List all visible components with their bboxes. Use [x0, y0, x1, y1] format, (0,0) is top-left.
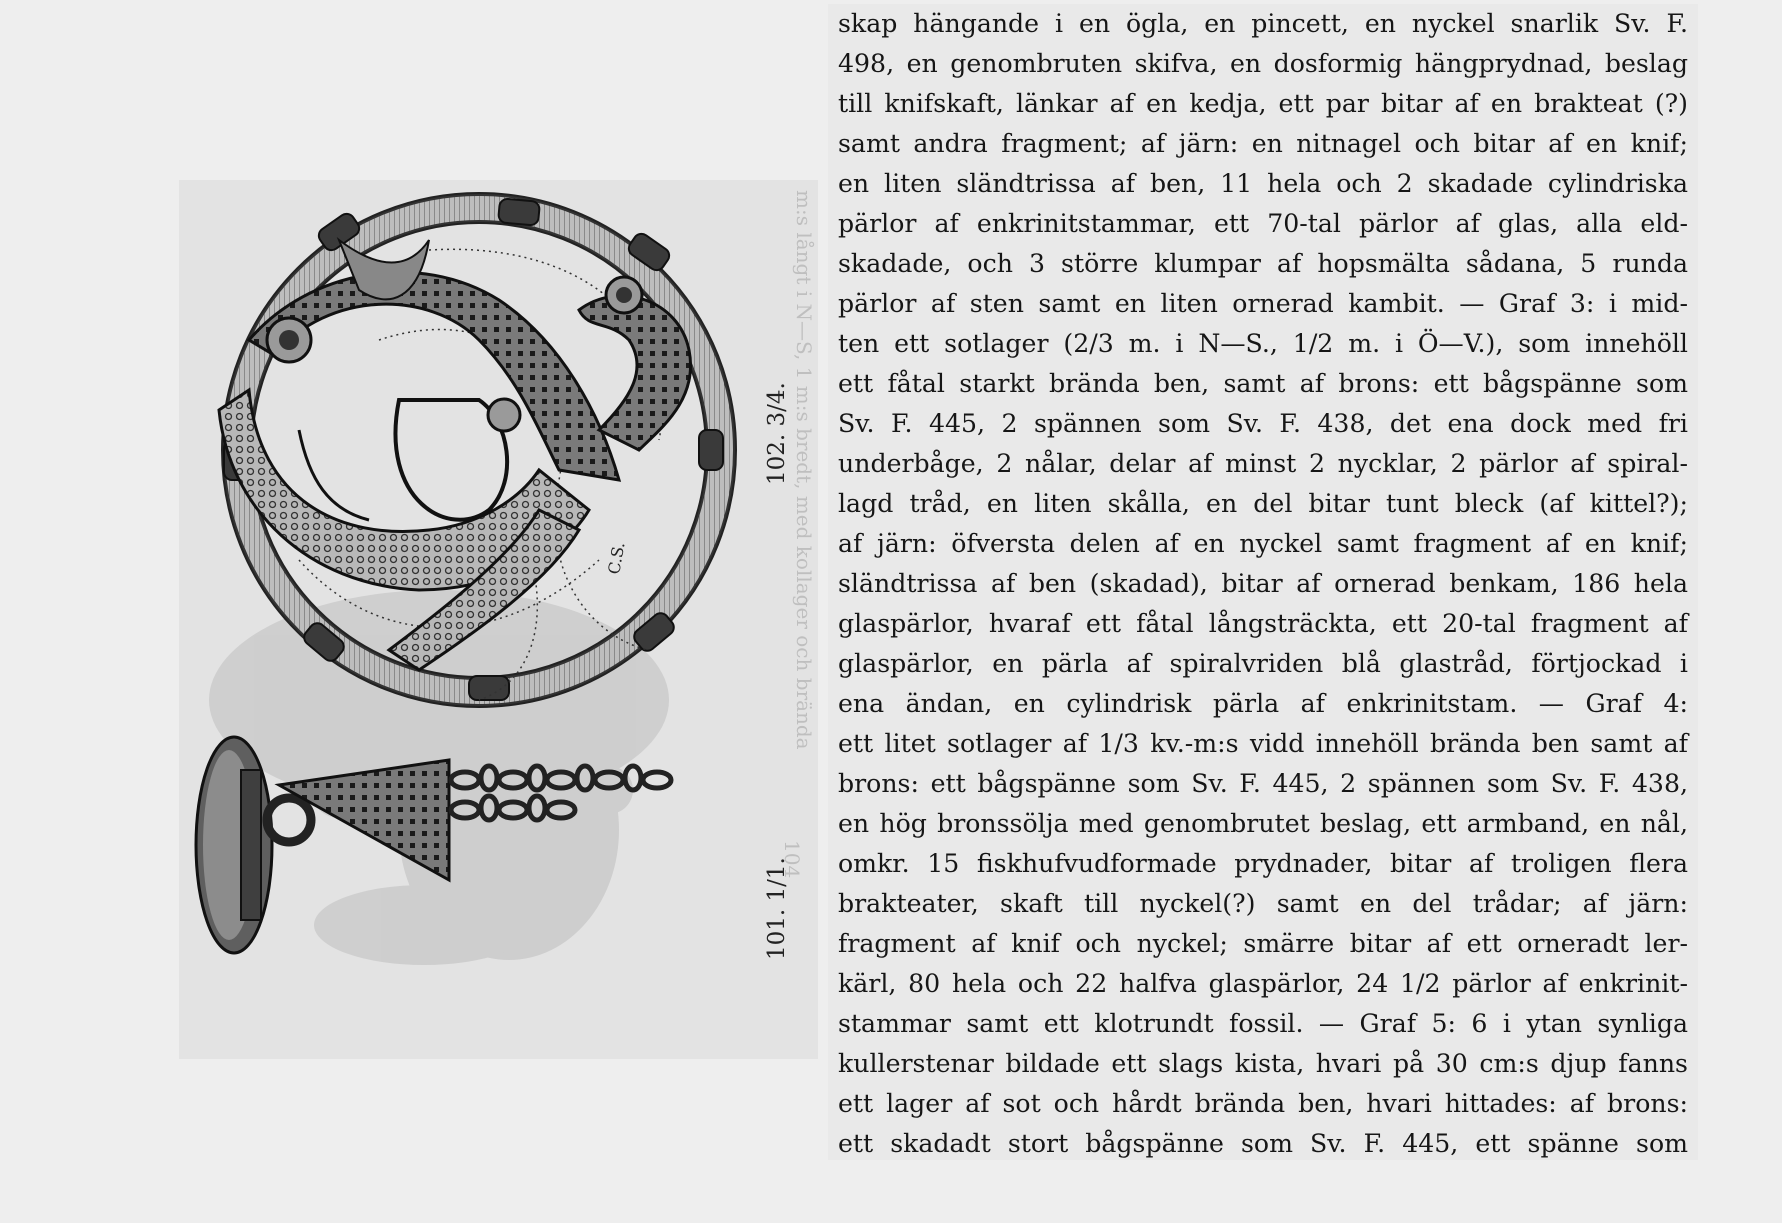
text-line: brakteater, skaft till nyckel(?) samt en del trådar; af järn: — [838, 889, 1688, 918]
figure-102-caption: 102. 3/4. — [764, 382, 790, 485]
openwork-disc-figure-102 — [219, 193, 736, 707]
body-text-block — [828, 4, 1698, 1160]
text-line: skap hängande i en ögla, en pincett, en nyckel snarlik Sv. F. — [838, 9, 1688, 38]
text-line: ena ändan, en cylindrisk pärla af enkrinitstam. — Graf 4: — [838, 689, 1688, 718]
text-line: kullerstenar bildade ett slags kista, hvari på 30 cm:s djup fanns — [838, 1049, 1688, 1078]
text-line: en hög bronssölja med genombrutet beslag, ett armband, en nål, — [838, 809, 1688, 838]
text-line: skadade, och 3 större klumpar af hopsmälta sådana, 5 runda — [838, 249, 1688, 278]
text-line: 498, en genombruten skifva, en dosformig hängprydnad, beslag — [838, 49, 1688, 78]
show-through-text: m:s långt i N—S, 1 m:s bredt, med kollager och brända — [792, 190, 816, 750]
illustration-plate — [179, 180, 818, 1059]
text-line: af järn: öfversta delen af en nyckel samt fragment af en knif; — [838, 529, 1688, 558]
bronze-objects-illustration — [179, 180, 818, 1059]
show-through-page-number: 104 — [780, 840, 804, 879]
text-line: fragment af knif och nyckel; smärre bitar af ett orneradt ler- — [838, 929, 1688, 958]
text-line: sländtrissa af ben (skadad), bitar af ornerad benkam, 186 hela — [838, 569, 1688, 598]
text-line: pärlor af sten samt en liten ornerad kambit. — Graf 3: i mid- — [838, 289, 1688, 318]
text-line: glaspärlor, en pärla af spiralvriden blå glastråd, förtjockad i — [838, 649, 1688, 678]
text-line: Sv. F. 445, 2 spännen som Sv. F. 438, det ena dock med fri — [838, 409, 1688, 438]
text-line: ett lager af sot och hårdt brända ben, hvari hittades: af brons: — [838, 1089, 1688, 1118]
text-line: pärlor af enkrinitstammar, ett 70-tal pärlor af glas, alla eld- — [838, 209, 1688, 238]
signature-label: C.S. — [604, 540, 629, 576]
text-line: lagd tråd, en liten skålla, en del bitar tunt bleck (af kittel?); — [838, 489, 1688, 518]
text-line: en liten sländtrissa af ben, 11 hela och 2 skadade cylindriska — [838, 169, 1688, 198]
figure-101-caption: 101. 1/1. — [764, 857, 790, 960]
text-line: underbåge, 2 nålar, delar af minst 2 nycklar, 2 pärlor af spiral- — [838, 449, 1688, 478]
text-line: till knifskaft, länkar af en kedja, ett par bitar af en brakteat (?) — [838, 89, 1688, 118]
text-line: samt andra fragment; af järn: en nitnagel och bitar af en knif; — [838, 129, 1688, 158]
text-line: ett skadadt stort bågspänne som Sv. F. 445, ett spänne som — [838, 1129, 1688, 1158]
text-line: ten ett sotlager (2/3 m. i N—S., 1/2 m. i Ö—V.), som innehöll — [838, 329, 1688, 358]
text-line: brons: ett bågspänne som Sv. F. 445, 2 spännen som Sv. F. 438, — [838, 769, 1688, 798]
text-line: omkr. 15 fiskhufvudformade prydnader, bitar af troligen flera — [838, 849, 1688, 878]
text-line: kärl, 80 hela och 22 halfva glaspärlor, 24 1/2 pärlor af enkrinit- — [838, 969, 1688, 998]
text-line: ett fåtal starkt brända ben, samt af brons: ett bågspänne som — [838, 369, 1688, 398]
text-line: stammar samt ett klotrundt fossil. — Graf 5: 6 i ytan synliga — [838, 1009, 1688, 1038]
text-line: glaspärlor, hvaraf ett fåtal långsträckta, ett 20-tal fragment af — [838, 609, 1688, 638]
text-line: ett litet sotlager af 1/3 kv.-m:s vidd innehöll brända ben samt af — [838, 729, 1688, 758]
